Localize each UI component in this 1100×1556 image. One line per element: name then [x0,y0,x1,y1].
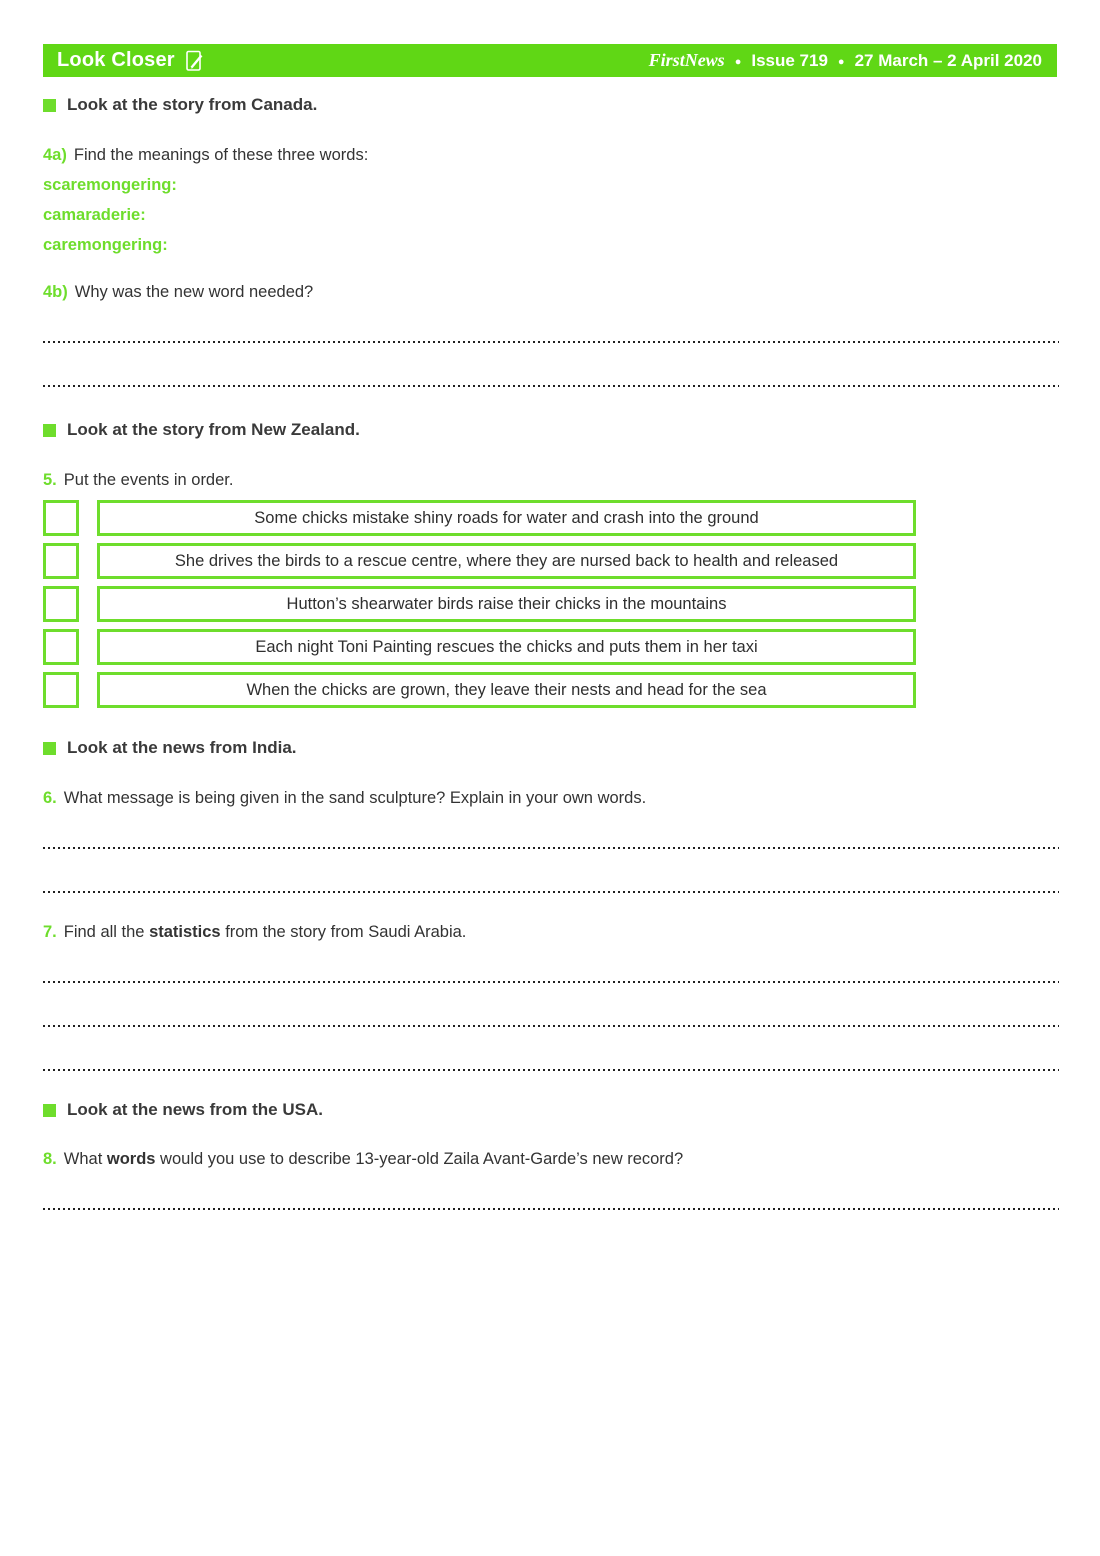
event-ordering-list [43,500,1057,708]
question-number: 8. [43,1150,57,1168]
question-text-after: from the story from Saudi Arabia. [220,923,467,941]
question-text-before: What [63,1150,107,1168]
question-8 [43,1149,1057,1169]
header-bar [43,44,1057,77]
event-row [43,500,1057,536]
order-checkbox[interactable] [43,500,79,536]
header-left [57,49,205,73]
question-text-after: would you use to describe 13-year-old Zaila Avant-Garde’s new record? [155,1150,684,1168]
brand-name: FirstNews [648,50,725,70]
section-bullet-icon [43,1104,56,1117]
section-heading-canada [43,95,1057,115]
vocab-word-scaremongering: scaremongering: [43,176,177,194]
bullet-separator: ● [837,55,845,68]
answer-line[interactable] [43,385,1059,387]
answer-line[interactable] [43,1208,1059,1210]
question-number: 4b) [43,283,68,301]
event-row [43,672,1057,708]
section-heading-label: Look at the news from India. [67,738,297,757]
question-keyword: words [106,1150,156,1168]
question-number: 5. [43,471,57,489]
section-bullet-icon [43,424,56,437]
answer-line[interactable] [43,847,1059,849]
section-heading-new-zealand [43,420,1057,440]
section-heading-label: Look at the news from the USA. [67,1100,323,1119]
question-number: 6. [43,789,57,807]
question-5 [43,470,1057,490]
answer-line[interactable] [43,1069,1059,1071]
event-box: Each night Toni Painting rescues the chicks and puts them in her taxi [97,629,916,665]
question-text: What message is being given in the sand sculpture? Explain in your own words. [63,789,647,807]
question-number: 4a) [43,146,67,164]
question-4b [43,282,1057,302]
event-box: She drives the birds to a rescue centre, where they are nursed back to health and released [97,543,916,579]
question-text: Find the meanings of these three words: [73,146,369,164]
answer-line[interactable] [43,341,1059,343]
event-box: Hutton’s shearwater birds raise their chicks in the mountains [97,586,916,622]
section-heading-label: Look at the story from New Zealand. [67,420,360,439]
section-bullet-icon [43,99,56,112]
question-keyword: statistics [149,923,221,941]
section-heading-label: Look at the story from Canada. [67,95,318,114]
question-6 [43,788,1057,808]
worksheet-pencil-icon [185,49,205,73]
event-row [43,586,1057,622]
issue-dates: 27 March – 2 April 2020 [854,50,1042,70]
order-checkbox[interactable] [43,586,79,622]
event-row [43,629,1057,665]
answer-line[interactable] [43,981,1059,983]
section-bullet-icon [43,742,56,755]
section-heading-usa [43,1100,1057,1120]
page-title: Look Closer [57,49,175,71]
answer-line[interactable] [43,891,1059,893]
event-row [43,543,1057,579]
event-box: When the chicks are grown, they leave their nests and head for the sea [97,672,916,708]
question-number: 7. [43,923,57,941]
issue-number: Issue 719 [751,50,828,70]
order-checkbox[interactable] [43,672,79,708]
question-4a [43,145,1057,165]
vocab-word-caremongering: caremongering: [43,236,168,254]
vocab-word-camaraderie: camaraderie: [43,206,146,224]
section-heading-india [43,738,1057,758]
order-checkbox[interactable] [43,629,79,665]
question-7 [43,922,1057,942]
bullet-separator: ● [734,55,742,68]
question-text: Why was the new word needed? [74,283,314,301]
question-text: Put the events in order. [63,471,234,489]
question-text-before: Find all the [63,923,150,941]
event-box: Some chicks mistake shiny roads for water and crash into the ground [97,500,916,536]
order-checkbox[interactable] [43,543,79,579]
issue-info [649,50,1042,71]
answer-line[interactable] [43,1025,1059,1027]
